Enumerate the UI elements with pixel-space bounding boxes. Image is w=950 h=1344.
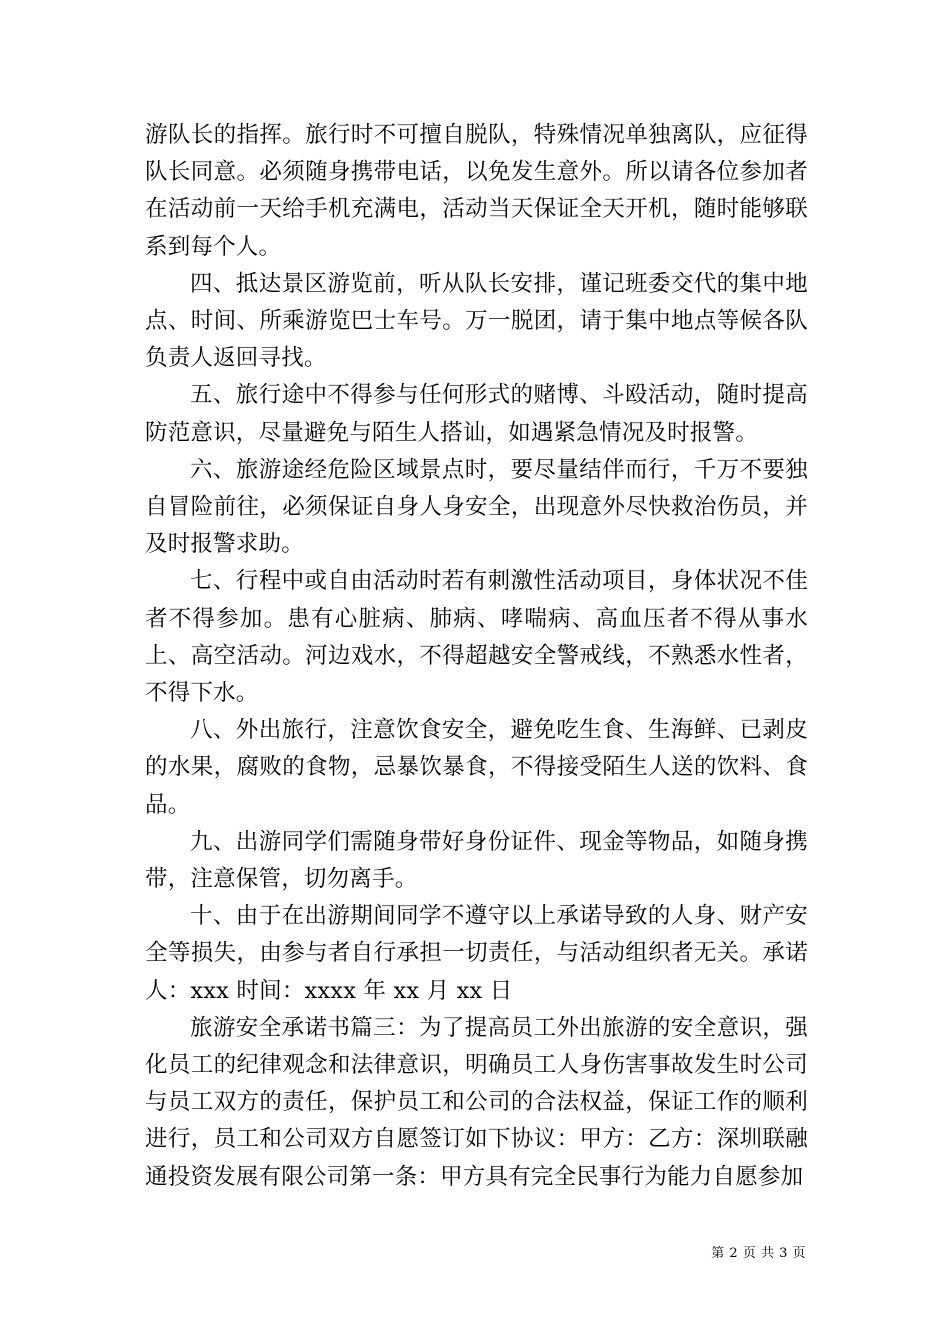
paragraph-continuation: 游队长的指挥。旅行时不可擅自脱队，特殊情况单独离队，应征得队长同意。必须随身携带电话，以免发生意外。所以请各位参加者在活动前一天给手机充满电，活动当天保证全天开机，随时能够联系到每个人。 (145, 122, 808, 260)
paragraph-item-6: 六、旅游途经危险区域景点时，要尽量结伴而行，千万不要独自冒险前往，必须保证自身人身安全，出现意外尽快救治伤员，并及时报警求助。 (145, 456, 808, 558)
paragraph-item-10: 十、由于在出游期间同学不遵守以上承诺导致的人身、财产安全等损失，由参与者自行承担一切责任，与活动组织者无关。承诺人：xxx 时间：xxxx 年 xx 月 xx 日 (145, 903, 808, 1004)
page-number-footer: 第 2 页 共 3 页 (711, 1246, 806, 1261)
paragraph-item-4: 四、抵达景区游览前，听从队长安排，谨记班委交代的集中地点、时间、所乘游览巴士车号。万一脱团，请于集中地点等候各队负责人返回寻找。 (145, 270, 808, 372)
paragraph-part-three: 旅游安全承诺书篇三：为了提高员工外出旅游的安全意识，强化员工的纪律观念和法律意识，明确员工人身伤害事故发生时公司与员工双方的责任，保护员工和公司的合法权益，保证工作的顺利进行，员工和公司双方自愿签订如下协议：甲方：乙方：深圳联融通投资发展有限公司第一条：甲方具有完全民事行为能力自愿参加 (145, 1014, 808, 1190)
paragraph-item-5: 五、旅行途中不得参与任何形式的赌博、斗殴活动，随时提高防范意识，尽量避免与陌生人搭讪，如遇紧急情况及时报警。 (145, 382, 808, 446)
paragraph-item-7: 七、行程中或自由活动时若有刺激性活动项目，身体状况不佳者不得参加。患有心脏病、肺病、哮喘病、高血压者不得从事水上、高空活动。河边戏水，不得超越安全警戒线，不熟悉水性者，不得下水。 (145, 568, 808, 707)
paragraph-item-9: 九、出游同学们需随身带好身份证件、现金等物品，如随身携带，注意保管，切勿离手。 (145, 828, 808, 893)
document-body (145, 117, 808, 1196)
paragraph-item-8: 八、外出旅行，注意饮食安全，避免吃生食、生海鲜、已剥皮的水果，腐败的食物，忌暴饮暴食，不得接受陌生人送的饮料、食品。 (145, 717, 808, 818)
